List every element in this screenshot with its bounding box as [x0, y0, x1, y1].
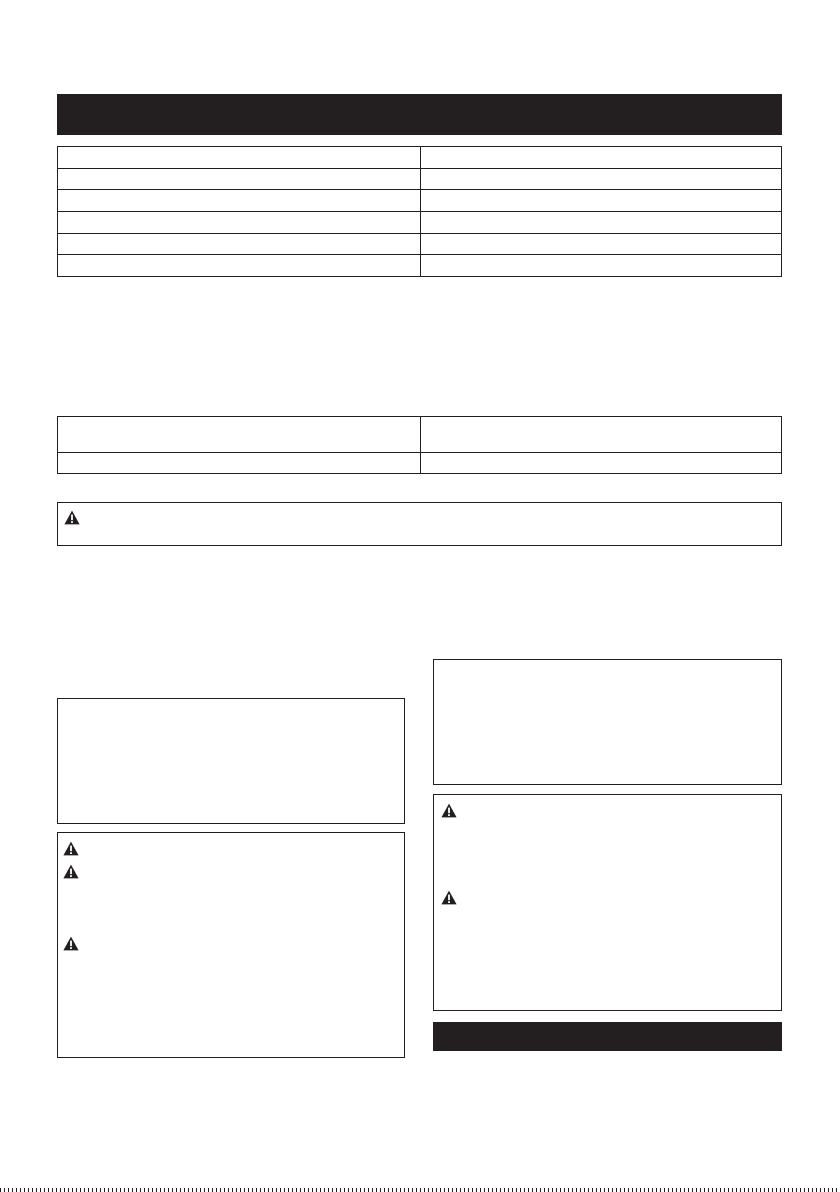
- warning-triangle-icon: [441, 890, 457, 905]
- spec-label: [58, 211, 421, 233]
- right-info-box: [433, 659, 782, 785]
- page-bottom-edge: [0, 1188, 840, 1192]
- spec-label: [58, 147, 421, 169]
- table-row: [58, 190, 782, 212]
- warning-triangle-icon: [63, 864, 79, 879]
- spec-label: [58, 190, 421, 212]
- spec-value: [421, 255, 782, 277]
- table-row: [58, 255, 782, 277]
- battery-value: [421, 417, 782, 453]
- battery-label: [58, 453, 421, 474]
- table-row: [58, 147, 782, 169]
- left-warning-box: [57, 832, 405, 1058]
- right-warning-box: [433, 794, 782, 1011]
- spec-value: [421, 190, 782, 212]
- spec-value: [421, 147, 782, 169]
- table-row: [58, 453, 782, 474]
- table-row: [58, 168, 782, 190]
- battery-table: [57, 416, 782, 474]
- warning-notice: [57, 502, 782, 546]
- section-header-bar: [57, 94, 782, 135]
- section-header-title: [57, 106, 67, 122]
- right-section-header-bar: [433, 1022, 782, 1051]
- warning-triangle-icon: [64, 510, 80, 525]
- table-row: [58, 233, 782, 255]
- spec-label: [58, 168, 421, 190]
- spec-value: [421, 168, 782, 190]
- spec-label: [58, 233, 421, 255]
- spec-label: [58, 255, 421, 277]
- warning-triangle-icon: [441, 803, 457, 818]
- battery-value: [421, 453, 782, 474]
- left-info-box: [57, 698, 405, 824]
- warning-triangle-icon: [63, 936, 79, 951]
- right-section-header-title: [433, 1029, 441, 1044]
- battery-label: [58, 417, 421, 453]
- spec-value: [421, 233, 782, 255]
- table-row: [58, 211, 782, 233]
- specifications-table: [57, 146, 782, 277]
- warning-triangle-icon: [63, 841, 79, 856]
- table-row: [58, 417, 782, 453]
- spec-value: [421, 211, 782, 233]
